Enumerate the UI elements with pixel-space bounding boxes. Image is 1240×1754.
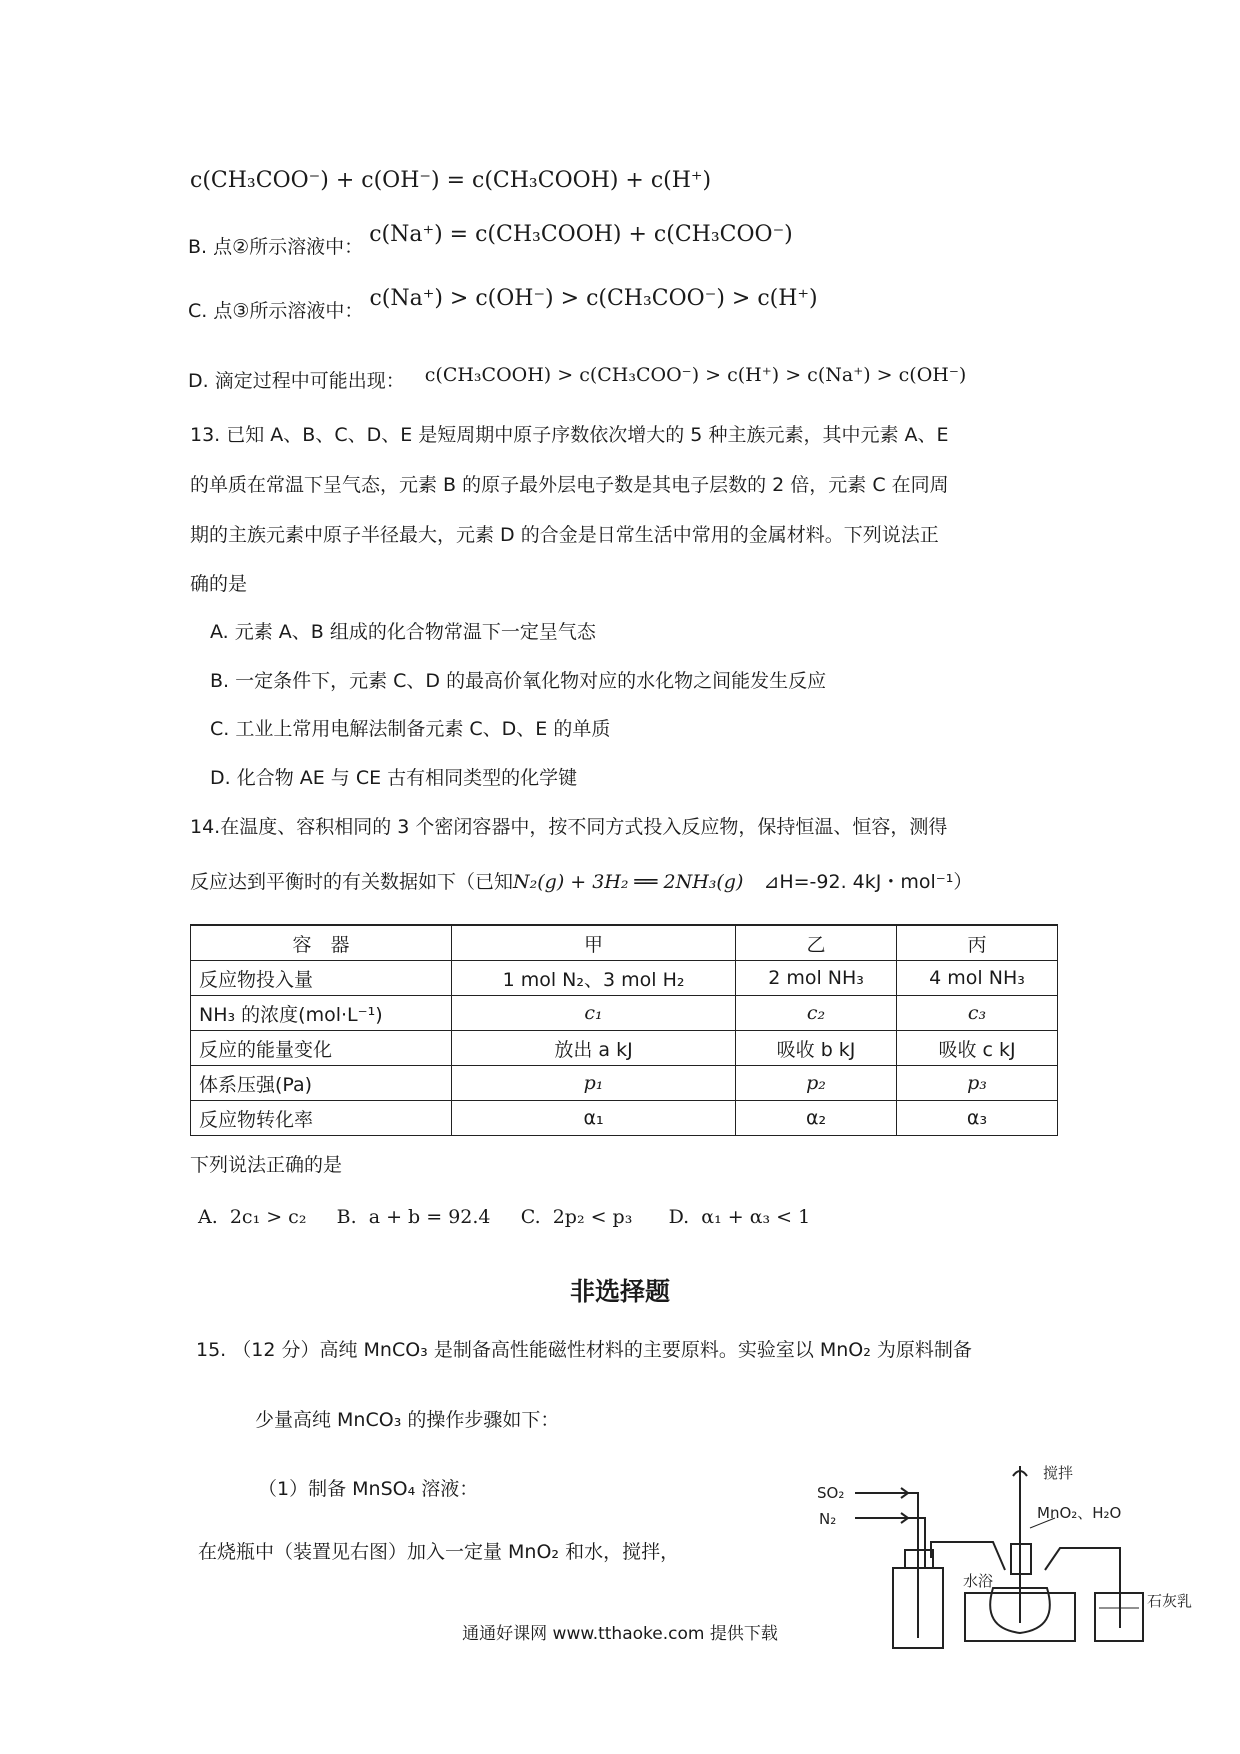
table-row xyxy=(191,1101,1058,1136)
table-cell: 吸收 c kJ xyxy=(897,1031,1058,1066)
label-water-bath: 水浴 xyxy=(963,1572,994,1590)
q15-step-1: （1）制备 MnSO₄ 溶液： xyxy=(258,1478,479,1500)
q14-line-2-text: 反应达到平衡时的有关数据如下（已知 xyxy=(190,871,514,893)
section-title: 非选择题 xyxy=(569,1277,670,1306)
table-row-header: 反应物转化率 xyxy=(191,1101,452,1136)
table-cell: α₂ xyxy=(736,1101,897,1136)
q15-step-1-text: 在烧瓶中（装置见右图）加入一定量 MnO₂ 和水，搅拌， xyxy=(198,1541,680,1563)
table-cell: c₁ xyxy=(452,996,736,1031)
table-row xyxy=(191,1031,1058,1066)
table-cell: c₂ xyxy=(736,996,897,1031)
table-cell: α₃ xyxy=(897,1101,1058,1136)
table-cell: p₁ xyxy=(452,1066,736,1101)
table-row-header: 体系压强(Pa) xyxy=(191,1066,452,1101)
table-cell: 1 mol N₂、3 mol H₂ xyxy=(452,961,736,996)
table-row xyxy=(191,961,1058,996)
table-cell: 吸收 b kJ xyxy=(736,1031,897,1066)
q13-line-2: 的单质在常温下呈气态，元素 B 的原子最外层电子数是其电子层数的 2 倍，元素 C 在同周 xyxy=(190,474,949,496)
q12-option-b-expr: c(Na⁺) = c(CH₃COOH) + c(CH₃COO⁻) xyxy=(369,222,793,247)
table-row xyxy=(191,996,1058,1031)
label-stir: 搅拌 xyxy=(1043,1464,1074,1482)
q14-enthalpy: ⊿H=-92. 4kJ・mol⁻¹） xyxy=(763,871,973,893)
table-row-header: 反应物投入量 xyxy=(191,961,452,996)
table-header-cell: 乙 xyxy=(736,925,897,961)
table-cell: c₃ xyxy=(897,996,1058,1031)
label-so2: SO₂ xyxy=(817,1484,845,1502)
q12-option-b-label: B. 点②所示溶液中： xyxy=(188,236,364,258)
q14-line-1: 14.在温度、容积相同的 3 个密闭容器中，按不同方式投入反应物，保持恒温、恒容，测得 xyxy=(190,816,948,838)
q14-options: A. 2c₁ > c₂ B. a + b = 92.4 C. 2p₂ < p₃ D. α₁ + α₃ < 1 xyxy=(198,1206,811,1228)
table-cell: α₁ xyxy=(452,1101,736,1136)
label-n2: N₂ xyxy=(819,1510,837,1528)
q12-option-b xyxy=(188,222,793,259)
label-lime-milk: 石灰乳 xyxy=(1147,1592,1193,1610)
table-header-cell: 丙 xyxy=(897,925,1058,961)
table-cell: p₂ xyxy=(736,1066,897,1101)
q12-option-c xyxy=(188,286,818,323)
q12-option-c-label: C. 点③所示溶液中： xyxy=(188,300,364,322)
q12-option-c-expr: c(Na⁺) > c(OH⁻) > c(CH₃COO⁻) > c(H⁺) xyxy=(369,286,818,311)
q13-line-4: 确的是 xyxy=(190,573,248,595)
table-row-header: 反应的能量变化 xyxy=(191,1031,452,1066)
table-header-cell: 容 器 xyxy=(191,925,452,961)
table-cell: 放出 a kJ xyxy=(452,1031,736,1066)
q13-option-b: B. 一定条件下，元素 C、D 的最高价氧化物对应的水化物之间能发生反应 xyxy=(210,670,827,692)
q12-equation-line: c(CH₃COO⁻) + c(OH⁻) = c(CH₃COOH) + c(H⁺) xyxy=(190,168,712,193)
table-cell: 2 mol NH₃ xyxy=(736,961,897,996)
q12-option-d-expr: c(CH₃COOH) > c(CH₃COO⁻) > c(H⁺) > c(Na⁺) > c(OH⁻) xyxy=(424,364,967,386)
q15-line-2: 少量高纯 MnCO₃ 的操作步骤如下： xyxy=(255,1409,560,1431)
table-cell: p₃ xyxy=(897,1066,1058,1101)
q12-option-d xyxy=(188,366,966,393)
table-row xyxy=(191,1066,1058,1101)
table-cell: 4 mol NH₃ xyxy=(897,961,1058,996)
q14-data-table xyxy=(190,924,1058,1136)
q13-option-a: A. 元素 A、B 组成的化合物常温下一定呈气态 xyxy=(210,621,596,643)
q12-option-d-label: D. 滴定过程中可能出现： xyxy=(188,370,405,392)
table-row-header: NH₃ 的浓度(mol·L⁻¹) xyxy=(191,996,452,1031)
q13-option-d: D. 化合物 AE 与 CE 古有相同类型的化学键 xyxy=(210,767,578,789)
q14-reaction-equation: N₂(g) + 3H₂ ══ 2NH₃(g) xyxy=(513,871,744,893)
q15-line-1: 15. （12 分）高纯 MnCO₃ 是制备高性能磁性材料的主要原料。实验室以 MnO₂ 为原料制备 xyxy=(196,1339,972,1361)
q13-line-3: 期的主族元素中原子半径最大，元素 D 的合金是日常生活中常用的金属材料。下列说法正 xyxy=(190,524,939,546)
page-footer: 通通好课网 www.tthaoke.com 提供下载 xyxy=(462,1624,778,1644)
q13-option-c: C. 工业上常用电解法制备元素 C、D、E 的单质 xyxy=(210,718,611,740)
label-mno2-h2o: MnO₂、H₂O xyxy=(1037,1504,1122,1522)
q13-line-1: 13. 已知 A、B、C、D、E 是短周期中原子序数依次增大的 5 种主族元素，其中元素 A、E xyxy=(190,424,949,446)
q14-stem-end: 下列说法正确的是 xyxy=(190,1154,343,1176)
table-header-row xyxy=(191,925,1058,961)
q14-line-2 xyxy=(190,867,972,894)
table-header-cell: 甲 xyxy=(452,925,736,961)
